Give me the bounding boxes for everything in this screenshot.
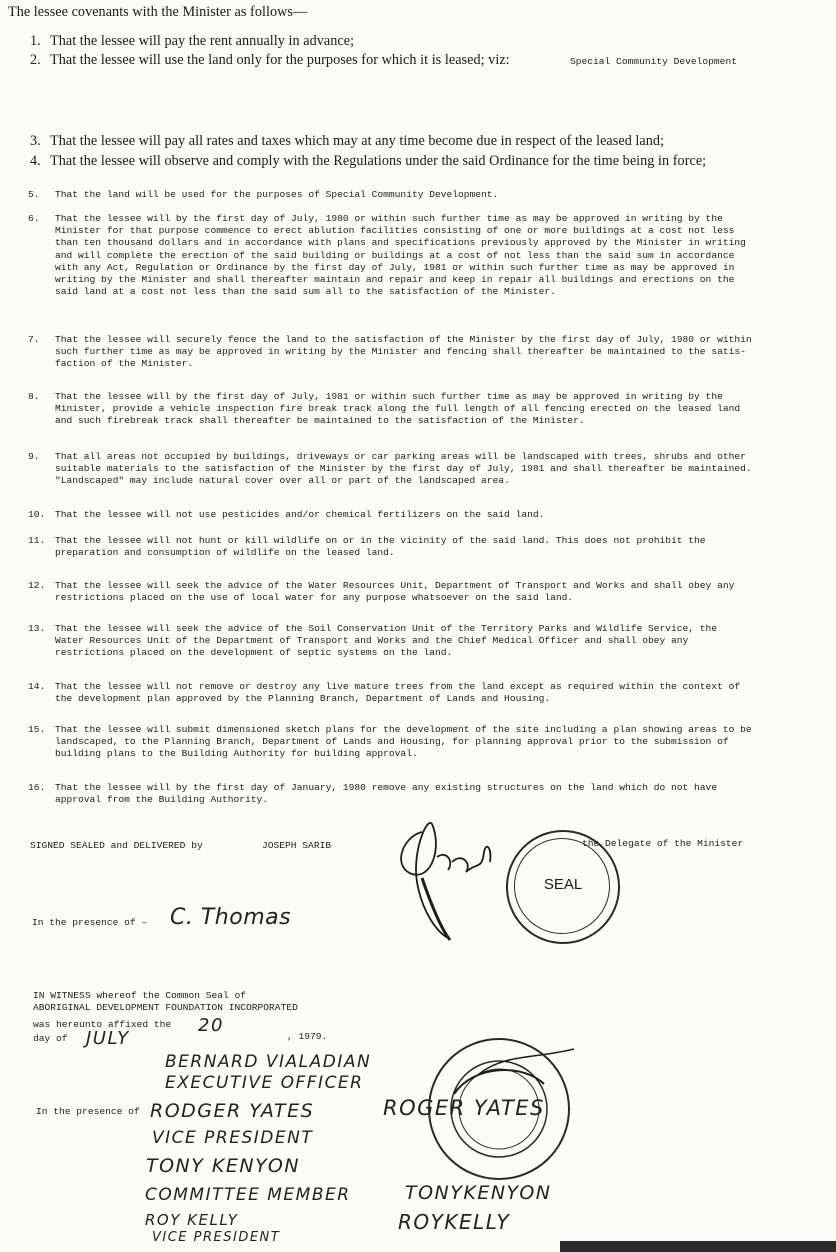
clause-5-text: That the land will be used for the purposes of Special Community Development.	[55, 189, 499, 200]
hand-line-7: ROY KELLY	[145, 1211, 239, 1229]
hand-line-5: TONY KENYON	[146, 1155, 301, 1177]
signed-sealed-label: SIGNED SEALED and DELIVERED by	[30, 840, 203, 851]
clause-14-number: 14.	[28, 681, 46, 692]
witness-month-handwritten: JULY	[86, 1028, 130, 1049]
hand-line-7b: ROYKELLY	[398, 1210, 511, 1234]
hand-line-3: RODGER YATES	[150, 1100, 315, 1122]
clause-3-number: 3.	[30, 133, 41, 149]
clause-4-number: 4.	[30, 153, 41, 169]
hand-line-6: COMMITTEE MEMBER	[145, 1185, 351, 1205]
clause-8-text: That the lessee will by the first day of July, 1981 or within such further time as may be approved in writing by the Minister, provide a vehicle inspection fire break track along the full length of all fencing erected on the leased land and such firebreak track shall thereafter be maintained to the satisfaction of the Minister.	[55, 391, 741, 427]
clause-14-text: That the lessee will not remove or destroy any live mature trees from the land except as required within the context of the development plan approved by the Planning Branch, Department of Lands and Housing.	[55, 681, 741, 705]
clause-2-number: 2.	[30, 52, 41, 68]
hand-line-3b: ROGER YATES	[383, 1096, 545, 1120]
intro-heading: The lessee covenants with the Minister as follows—	[8, 4, 308, 20]
witness-line-4: day of	[33, 1033, 68, 1044]
clause-7-text: That the lessee will securely fence the land to the satisfaction of the Minister by the first day of July, 1980 or within such further time as may be approved in writing by the Minister and fencing shall thereafter be maintained to the satis- faction of the Minister.	[55, 334, 752, 370]
hand-line-2: EXECUTIVE OFFICER	[165, 1073, 364, 1093]
presence-label-1: In the presence of –	[32, 917, 148, 928]
clause-10-number: 10.	[28, 509, 46, 520]
signer-name: JOSEPH SARIB	[262, 840, 332, 851]
clause-2-typed-purpose: Special Community Development	[570, 56, 737, 67]
clause-6-text: That the lessee will by the first day of July, 1980 or within such further time as may be approved in writing by the Minister for that purpose commence to erect ablution facilities consisting of one or more buildings at a cost not less than ten thousand dollars and in accordance with plans and specifications previously approved by the Minister in writing and will complete the erection of the said building or buildings at a cost of not less than the said sum in accordance with any Act, Regulation or Ordinance by the first day of July, 1981 or within such further time as may be approved in writing by the Minister and shall thereafter maintain and repair and keep in repair all buildings and erections on the said land at a cost not less than the said sum all to the satisfaction of the Minister.	[55, 213, 746, 298]
clause-2-text: That the lessee will use the land only for the purposes for which it is leased; viz:	[50, 52, 510, 68]
clause-10-text: That the lessee will not use pesticides and/or chemical fertilizers on the said land.	[55, 509, 545, 520]
clause-8-number: 8.	[28, 391, 40, 402]
clause-15-number: 15.	[28, 724, 46, 735]
clause-11-text: That the lessee will not hunt or kill wildlife on or in the vicinity of the said land. This does not prohibit the preparation and consumption of wildlife on the leased land.	[55, 535, 706, 559]
clause-1-number: 1.	[30, 33, 41, 49]
clause-5-number: 5.	[28, 189, 40, 200]
hand-line-6b: TONYKENYON	[405, 1182, 552, 1204]
hand-line-1: BERNARD VIALADIAN	[165, 1052, 372, 1072]
clause-4-text: That the lessee will observe and comply with the Regulations under the said Ordinance for the time being in force;	[50, 153, 707, 169]
delegate-seal	[506, 830, 620, 944]
delegate-label: the Delegate of the Minister	[582, 838, 744, 849]
clause-15-text: That the lessee will submit dimensioned sketch plans for the development of the site including a plan showing areas to be landscaped, to the Planning Branch, Department of Lands and Housing, for planning approval prior to the submission of building plans to the Building Authority for building approval.	[55, 724, 752, 760]
witness-line-2: ABORIGINAL DEVELOPMENT FOUNDATION INCORPORATED	[33, 1002, 298, 1013]
clause-9-text: That all areas not occupied by buildings, driveways or car parking areas will be landscaped with trees, shrubs and other suitable materials to the satisfaction of the Minister by the first day of July, 1981 and shall thereafter be maintained. "Landscaped" may include natural cover over all or part of the landscaped area.	[55, 451, 752, 487]
clause-7-number: 7.	[28, 334, 40, 345]
clause-13-text: That the lessee will seek the advice of the Soil Conservation Unit of the Territory Parks and Wildlife Service, the Water Resources Unit of the Department of Transport and Works and the Chief Medical Officer and shall obey any restrictions placed on the development of septic systems on the land.	[55, 623, 718, 659]
clause-1-text: That the lessee will pay the rent annually in advance;	[50, 33, 355, 49]
clause-12-number: 12.	[28, 580, 46, 591]
hand-line-8: VICE PRESIDENT	[152, 1230, 281, 1245]
witness-line-1: IN WITNESS whereof the Common Seal of	[33, 990, 247, 1001]
clause-12-text: That the lessee will seek the advice of the Water Resources Unit, Department of Transport and Works and shall obey any restrictions placed on the use of local water for any purpose whatsoever on the said land.	[55, 580, 735, 604]
scan-edge	[560, 1241, 836, 1252]
hand-line-4: VICE PRESIDENT	[152, 1128, 314, 1148]
clause-6-number: 6.	[28, 213, 40, 224]
presence-label-2: In the presence of	[36, 1106, 140, 1117]
clause-9-number: 9.	[28, 451, 40, 462]
clause-16-text: That the lessee will by the first day of January, 1980 remove any existing structures on the land which do not have approval from the Building Authority.	[55, 782, 718, 806]
witness-line-3: was hereunto affixed the	[33, 1019, 172, 1030]
clause-3-text: That the lessee will pay all rates and taxes which may at any time become due in respect of the leased land;	[50, 133, 665, 149]
clause-16-number: 16.	[28, 782, 46, 793]
witness-handwriting: C. Thomas	[170, 905, 292, 930]
witness-day-handwritten: 20	[198, 1015, 224, 1036]
clause-11-number: 11.	[28, 535, 46, 546]
clause-13-number: 13.	[28, 623, 46, 634]
delegate-signature	[382, 812, 502, 942]
seal-label: SEAL	[543, 876, 583, 893]
witness-year: , 1979.	[287, 1031, 328, 1042]
